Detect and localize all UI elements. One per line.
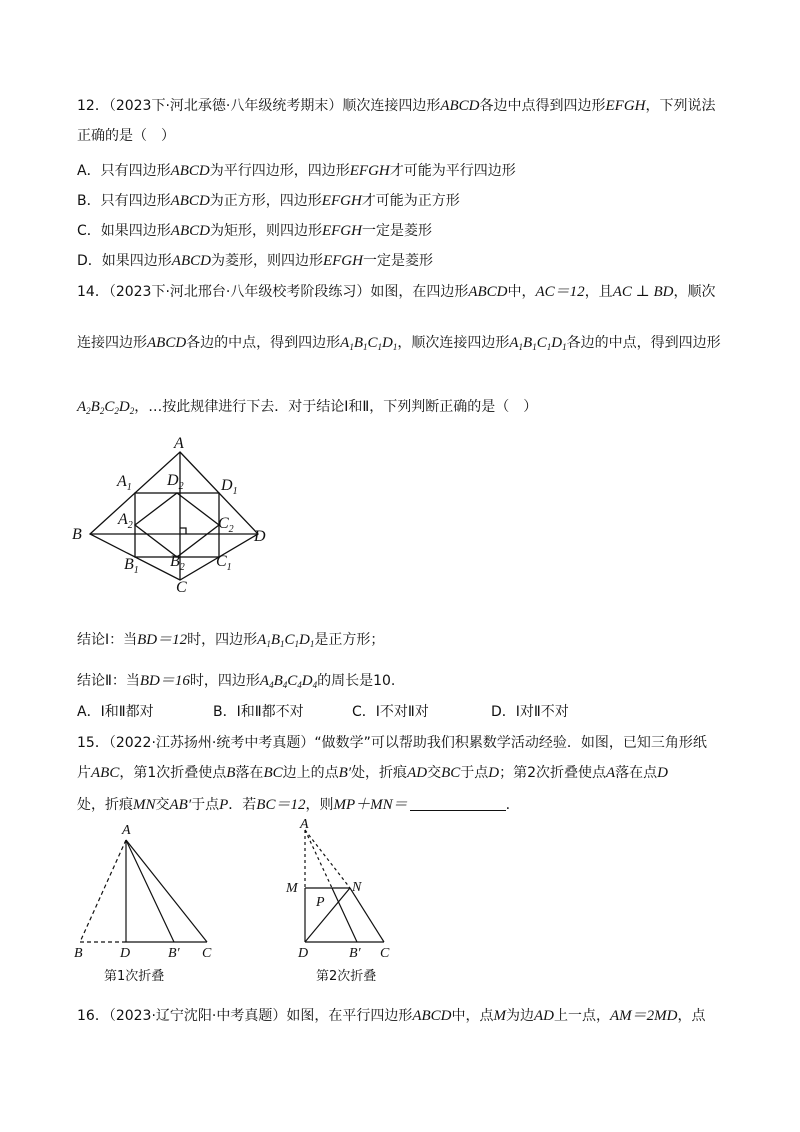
q15-line1: 15．（2022·江苏扬州·统考中考真题）“做数学”可以帮助我们积累数学活动经验．如图，已知三角形纸 [77, 735, 707, 751]
q12-option-a: A．只有四边形ABCD为平行四边形，四边形EFGH才可能为平行四边形 [77, 163, 516, 179]
label-d: D [254, 528, 266, 545]
svg-text:A: A [300, 817, 309, 832]
q15-figure-2 [280, 817, 410, 985]
quad-a2b2c2d2 [135, 493, 219, 557]
q14-figure [70, 435, 280, 596]
label-c1: $C_1$ [216, 553, 232, 573]
q14-line3: $A_2B_2C_2D_2$，…按此规律进行下去．对于结论Ⅰ和Ⅱ，下列判断正确的是（ ） [77, 399, 538, 416]
label-a1: $A_1$ [117, 473, 132, 493]
q12-option-c: C．如果四边形ABCD为矩形，则四边形EFGH一定是菱形 [77, 223, 432, 239]
q12-line2: 正确的是（ ） [77, 128, 175, 144]
q15-line3: 处，折痕MN交AB′于点P．若BC＝12，则MP＋MN＝ . [77, 797, 511, 813]
q14-option-b: B．Ⅰ和Ⅱ都不对 [213, 704, 304, 720]
svg-text:C: C [380, 946, 390, 961]
q12-option-b: B．只有四边形ABCD为正方形，四边形EFGH才可能为正方形 [77, 193, 460, 209]
label-d1: $D_1$ [221, 477, 238, 497]
q14-line1: 14．（2023下·河北邢台·八年级校考阶段练习）如图，在四边形ABCD中，AC＝12，且AC ⊥ BD，顺次 [77, 284, 716, 300]
label-b: B [72, 526, 82, 543]
label-a2: $A_2$ [118, 511, 133, 531]
label-b1: $B_1$ [124, 556, 139, 576]
q14-option-a: A．Ⅰ和Ⅱ都对 [77, 704, 154, 720]
svg-text:第1次折叠: 第1次折叠 [104, 969, 165, 984]
q14-conclusion-2: 结论Ⅱ：当BD＝16时，四边形$A_4B_4C_4D_4$的周长是10. [77, 673, 396, 690]
svg-text:第2次折叠: 第2次折叠 [316, 969, 377, 984]
svg-text:C: C [202, 946, 212, 961]
q15-line2: 片ABC，第1次折叠使点B落在BC边上的点B′处，折痕AD交BC于点D；第2次折叠使点A落在点D [77, 765, 669, 781]
svg-text:B′: B′ [349, 946, 361, 961]
q14-option-d: D．Ⅰ对Ⅱ不对 [491, 704, 569, 720]
svg-text:P: P [316, 895, 325, 910]
q14-conclusion-1: 结论Ⅰ：当BD＝12时，四边形$A_1B_1C_1D_1$是正方形； [77, 632, 385, 649]
label-c: C [176, 579, 187, 596]
svg-text:N: N [352, 880, 362, 895]
answer-blank[interactable] [410, 796, 506, 811]
svg-text:M: M [286, 881, 298, 896]
svg-text:D: D [120, 946, 131, 961]
svg-text:B: B [74, 946, 83, 961]
label-c2: $C_2$ [218, 515, 234, 535]
svg-text:D: D [298, 946, 309, 961]
label-b2: $B_2$ [170, 553, 185, 573]
svg-text:B′: B′ [168, 946, 180, 961]
q12-option-d: D．如果四边形ABCD为菱形，则四边形EFGH一定是菱形 [77, 253, 433, 269]
q14-option-c: C．Ⅰ不对Ⅱ对 [352, 704, 429, 720]
right-angle-mark [180, 528, 186, 534]
q15-figure-1 [70, 820, 230, 985]
q14-line2: 连接四边形ABCD各边的中点，得到四边形$A_1B_1C_1D_1$，顺次连接四边形$A_1B_1C_1D_1$各边的中点，得到四边形 [77, 335, 721, 352]
label-a: A [174, 435, 184, 452]
label-d2: $D_2$ [167, 472, 184, 492]
svg-text:A: A [122, 823, 131, 838]
quad-a1b1c1d1 [135, 493, 219, 557]
q16-line1: 16．（2023·辽宁沈阳·中考真题）如图，在平行四边形ABCD中，点M为边AD上一点，AM＝2MD，点 [77, 1008, 706, 1024]
q12-line1: 12．（2023下·河北承德·八年级统考期末）顺次连接四边形ABCD各边中点得到四边形EFGH，下列说法 [77, 98, 716, 114]
